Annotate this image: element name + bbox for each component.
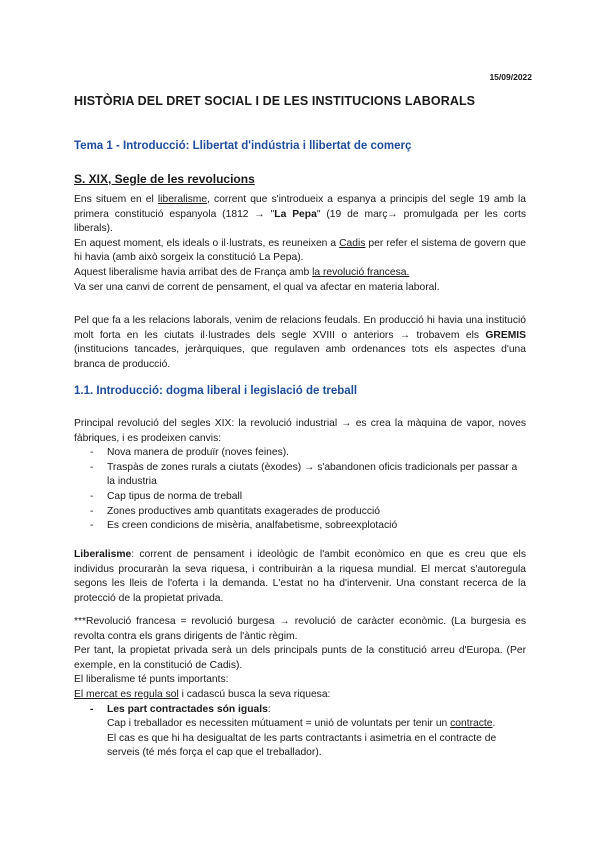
term-gremis: GREMIS (485, 329, 526, 341)
list-item: - Nova manera de produïr (noves feines). (74, 446, 526, 461)
term-liberalisme-bold: Liberalisme (74, 549, 132, 560)
document-date: 15/09/2022 (489, 72, 532, 82)
list-item: - Es creen condicions de misèria, analfabetisme, sobreexplotació (74, 519, 526, 534)
paragraph-industrial-revolution: Principal revolució del segles XIX: la revolució industrial → es crea la màquina de vapor, noves fàbriques, i es prodeixen canvis: (74, 418, 526, 444)
term-cadis: Cadis (339, 237, 366, 249)
changes-list (74, 446, 526, 534)
term-contracte: contracte (450, 718, 493, 730)
section-heading-revolutions: S. XIX, Segle de les revolucions (74, 172, 255, 186)
paragraph-change: Va ser una canvi de corrent de pensament, el qual va afectar en materia laboral. (74, 281, 440, 293)
paragraph-cadis: En aquest moment, els ideals o il·lustrats, es reuneixen a Cadis per refer el sistema de govern que hi havia (amb això sorgeix la constitució La Pepa). (74, 237, 526, 264)
liberalism-points-list (74, 703, 526, 761)
paragraph-liberalism-intro: Ens situem en el liberalisme, corrent que s'introdueix a espanya a principis del segle 19 amb la primera constitució espanyola (1812 → "La Pepa" (19 de març→ promulgada per les corts liberals). (74, 194, 527, 235)
document-title: HISTÒRIA DEL DRET SOCIAL I DE LES INSTITUCIONS LABORALS (74, 94, 476, 108)
topic-heading: Tema 1 - Introducció: Llibertat d'indústria i llibertat de comerç (74, 140, 412, 152)
section-dogma-body (74, 417, 526, 534)
list-item: - Traspàs de zones rurals a ciutats (èxodes) → s'abandonen oficis tradicionals per passar a la industria (74, 461, 526, 490)
note-french-revolution: ***Revolució francesa = revolució burgesa → revolució de caràcter econòmic. (La burgesia es revolta contra els grans dirigents de l'àntic règim. (74, 616, 526, 642)
subsection-heading-dogma: 1.1. Introducció: dogma liberal i legislació de treball (74, 385, 358, 397)
term-la-pepa: La Pepa (274, 208, 317, 220)
term-mercat: El mercat es regula sol (74, 688, 179, 700)
note-important-points: El liberalisme té punts importants: (74, 674, 229, 686)
paragraph-gremis: Pel que fa a les relacions laborals, venim de relacions feudals. En producció hi havia una institució molt forta en les ciutats il·lustrades dels segle XVIII o anteriors → trobavem els GREMIS (institucions tancades, jeràrquiques, que regulaven amb ordenances tots els aspectes d'una branca de producció. (74, 315, 526, 370)
section-revolutions-body (74, 193, 526, 295)
note-private-property: Per tant, la propietat privada serà un dels principals punts de la constitució arreu d'Europa. (Per exemple, en la constitució de Cadis). (74, 645, 526, 671)
term-revolucio-francesa: la revolució francesa. (312, 266, 410, 278)
term-liberalisme: liberalisme (157, 194, 208, 205)
paragraph-liberalisme-definition: Liberalisme: corrent de pensament i ideològic de l'ambit econòmico en que es creu que els individus procuraràn la seva riquesa, i contribuiràn a la riquesa mundial. El mercat s'autoregula segons les lleis de l'oferta i la demanda. L'estat no ha d'intervenir. Una constant recerca de la protecció de la propietat privada. (74, 549, 526, 604)
notes-block (74, 615, 526, 761)
note-market: El mercat es regula sol i cadascú busca la seva riquesa: (74, 688, 331, 700)
point-detail: El cas es que hi ha desigualtat de les parts contractants i asimetria en el contracte de serveis (té més força el cap que el treballador). (107, 732, 497, 759)
list-item: - Cap tipus de norma de treball (74, 490, 526, 505)
paragraph-france: Aquest liberalisme havia arribat des de França amb la revolució francesa. (74, 266, 410, 278)
list-item: - Les part contractades són iguals: Cap i treballador es necessiten mútuament = unió de voluntats per tenir un contracte. El cas es que hi ha desigualtat de les parts contractants i asimetria en el contracte de serveis (té més força el cap que el treballador). (74, 703, 526, 761)
point-heading: Les part contractades són iguals (107, 703, 268, 715)
list-item: - Zones productives amb quantitats exagerades de producció (74, 505, 526, 520)
